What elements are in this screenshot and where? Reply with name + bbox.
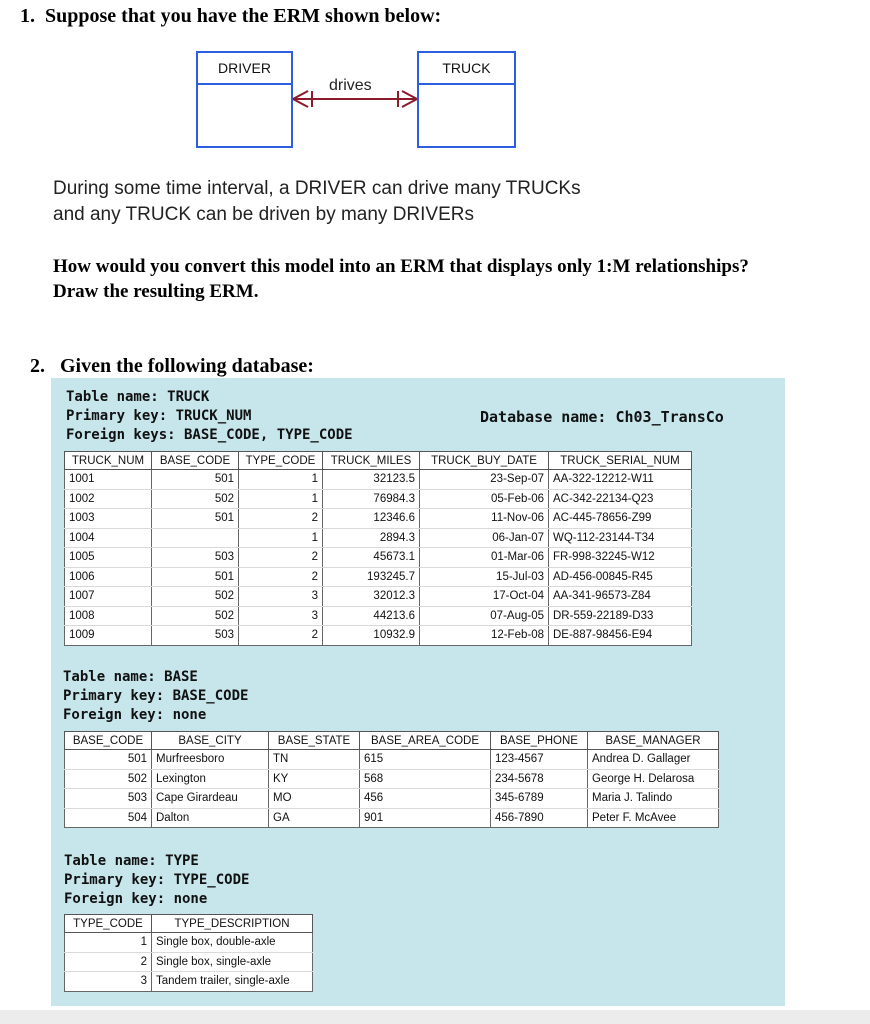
relationship-label: drives [329, 77, 372, 94]
truck-table-cell: 501 [152, 567, 239, 587]
base-table-cell: Murfreesboro [152, 750, 269, 770]
base-table-cell: 345-6789 [491, 789, 588, 809]
truck-table-cell: 2 [239, 567, 323, 587]
base-column-header: BASE_CITY [152, 732, 269, 750]
type-column-header: TYPE_DESCRIPTION [152, 915, 313, 933]
truck-table-cell: 3 [239, 587, 323, 607]
truck-column-header: TRUCK_SERIAL_NUM [549, 452, 692, 470]
truck-table-cell: 2 [239, 509, 323, 529]
entity-driver-label: DRIVER [198, 53, 291, 85]
truck-column-header: TRUCK_MILES [323, 452, 420, 470]
truck-table-cell: 501 [152, 470, 239, 490]
base-table-cell: MO [269, 789, 360, 809]
base-column-header: BASE_CODE [65, 732, 152, 750]
truck-table-cell: 05-Feb-06 [420, 489, 549, 509]
truck-table-cell: 12346.6 [323, 509, 420, 529]
entity-truck [417, 51, 516, 148]
truck-table-cell: 2 [239, 626, 323, 646]
truck-table [64, 451, 692, 646]
truck-table-cell: 502 [152, 606, 239, 626]
type-table-row [65, 952, 313, 972]
truck-table-row [65, 606, 692, 626]
type-table-cell: Single box, double-axle [152, 933, 313, 953]
truck-column-header: BASE_CODE [152, 452, 239, 470]
type-table-row [65, 933, 313, 953]
database-name: Database name: Ch03_TransCo [480, 408, 724, 426]
truck-table-cell: FR-998-32245-W12 [549, 548, 692, 568]
base-table-cell: GA [269, 808, 360, 828]
question-1-prompt [53, 254, 749, 304]
truck-table-cell: 10932.9 [323, 626, 420, 646]
truck-table-cell: 3 [239, 606, 323, 626]
truck-table-cell: 44213.6 [323, 606, 420, 626]
entity-truck-label: TRUCK [419, 53, 514, 85]
question-1-title: Suppose that you have the ERM shown below: [45, 5, 442, 27]
truck-table-cell: 01-Mar-06 [420, 548, 549, 568]
truck-table-cell: 193245.7 [323, 567, 420, 587]
base-table-cell: 615 [360, 750, 491, 770]
truck-table-cell: 1003 [65, 509, 152, 529]
crows-foot-truck-bottom [402, 99, 417, 107]
truck-table-cell: AD-456-00845-R45 [549, 567, 692, 587]
crows-foot-driver-top [293, 91, 308, 99]
truck-table-cell [152, 528, 239, 548]
base-table-cell: 504 [65, 808, 152, 828]
base-table-cell: Lexington [152, 769, 269, 789]
type-foreign-key: Foreign key: none [64, 891, 208, 907]
base-table-row [65, 750, 719, 770]
truck-table-cell: DE-887-98456-E94 [549, 626, 692, 646]
truck-column-header: TRUCK_BUY_DATE [420, 452, 549, 470]
truck-table-row [65, 489, 692, 509]
type-table-cell: Single box, single-axle [152, 952, 313, 972]
page-footer-bar [0, 1010, 870, 1024]
base-table-cell: George H. Delarosa [588, 769, 719, 789]
base-table-row [65, 769, 719, 789]
question-1-description [53, 176, 581, 228]
truck-table-cell: 502 [152, 587, 239, 607]
truck-table-cell: 1008 [65, 606, 152, 626]
truck-table-cell: 76984.3 [323, 489, 420, 509]
base-table-cell: Dalton [152, 808, 269, 828]
truck-table-cell: 503 [152, 626, 239, 646]
truck-table-cell: 2 [239, 548, 323, 568]
truck-table-cell: 1004 [65, 528, 152, 548]
crows-foot-driver-bottom [293, 99, 308, 107]
truck-table-cell: 2894.3 [323, 528, 420, 548]
base-table-name: Table name: BASE [63, 669, 198, 685]
truck-table-cell: AC-342-22134-Q23 [549, 489, 692, 509]
truck-table-cell: 06-Jan-07 [420, 528, 549, 548]
base-table-cell: 234-5678 [491, 769, 588, 789]
truck-table-cell: 1 [239, 489, 323, 509]
type-table-cell: 1 [65, 933, 152, 953]
base-table-cell: 123-4567 [491, 750, 588, 770]
base-table-cell: 901 [360, 808, 491, 828]
description-line-2: and any TRUCK can be driven by many DRIVERs [53, 204, 474, 225]
base-table-cell: TN [269, 750, 360, 770]
truck-table-cell: 1006 [65, 567, 152, 587]
truck-table-cell: 501 [152, 509, 239, 529]
type-table-cell: 2 [65, 952, 152, 972]
base-table-row [65, 789, 719, 809]
truck-table-cell: 1002 [65, 489, 152, 509]
truck-table-cell: 32123.5 [323, 470, 420, 490]
entity-driver [196, 51, 293, 148]
truck-table-cell: 23-Sep-07 [420, 470, 549, 490]
truck-table-cell: 1001 [65, 470, 152, 490]
truck-table-row [65, 470, 692, 490]
type-table [64, 914, 313, 992]
base-table-cell: 501 [65, 750, 152, 770]
type-meta [64, 852, 249, 909]
base-meta [63, 668, 248, 725]
truck-table-cell: 11-Nov-06 [420, 509, 549, 529]
base-column-header: BASE_PHONE [491, 732, 588, 750]
truck-meta [66, 388, 353, 445]
question-1-number: 1. [20, 5, 35, 27]
truck-column-header: TRUCK_NUM [65, 452, 152, 470]
truck-table-cell: 1 [239, 528, 323, 548]
type-table-row [65, 972, 313, 992]
truck-table-row [65, 567, 692, 587]
truck-table-cell: 17-Oct-04 [420, 587, 549, 607]
base-column-header: BASE_STATE [269, 732, 360, 750]
truck-table-cell: 32012.3 [323, 587, 420, 607]
base-primary-key: Primary key: BASE_CODE [63, 688, 249, 704]
truck-table-row [65, 587, 692, 607]
truck-table-cell: 503 [152, 548, 239, 568]
truck-foreign-keys: Foreign keys: BASE_CODE, TYPE_CODE [66, 427, 353, 443]
base-table-cell: Andrea D. Gallager [588, 750, 719, 770]
question-2-title: Given the following database: [60, 355, 314, 377]
base-foreign-key: Foreign key: none [63, 707, 207, 723]
question-2-heading [30, 354, 314, 378]
truck-table-cell: 1 [239, 470, 323, 490]
truck-table-cell: AA-341-96573-Z84 [549, 587, 692, 607]
question-2-number: 2. [30, 355, 45, 377]
truck-table-cell: AA-322-12212-W11 [549, 470, 692, 490]
base-table-cell: 503 [65, 789, 152, 809]
truck-table-row [65, 626, 692, 646]
type-primary-key: Primary key: TYPE_CODE [64, 872, 250, 888]
base-table-cell: 456-7890 [491, 808, 588, 828]
base-table-cell: 568 [360, 769, 491, 789]
truck-table-row [65, 548, 692, 568]
base-column-header: BASE_MANAGER [588, 732, 719, 750]
base-table-cell: Maria J. Talindo [588, 789, 719, 809]
base-table-row [65, 808, 719, 828]
truck-table-cell: 45673.1 [323, 548, 420, 568]
truck-table-cell: 1009 [65, 626, 152, 646]
truck-table-cell: 1005 [65, 548, 152, 568]
truck-table-cell: WQ-112-23144-T34 [549, 528, 692, 548]
base-table-cell: 456 [360, 789, 491, 809]
question-1-heading [20, 4, 441, 28]
truck-table-row [65, 528, 692, 548]
prompt-line-2: Draw the resulting ERM. [53, 281, 259, 302]
truck-primary-key: Primary key: TRUCK_NUM [66, 408, 252, 424]
type-table-cell: Tandem trailer, single-axle [152, 972, 313, 992]
truck-table-cell: 07-Aug-05 [420, 606, 549, 626]
base-table-cell: Cape Girardeau [152, 789, 269, 809]
crows-foot-truck-top [402, 91, 417, 99]
truck-table-cell: 502 [152, 489, 239, 509]
prompt-line-1: How would you convert this model into an ERM that displays only 1:M relationships? [53, 256, 749, 277]
truck-table-cell: 12-Feb-08 [420, 626, 549, 646]
base-table-cell: KY [269, 769, 360, 789]
base-table-cell: Peter F. McAvee [588, 808, 719, 828]
description-line-1: During some time interval, a DRIVER can drive many TRUCKs [53, 178, 581, 199]
truck-table-row [65, 509, 692, 529]
type-column-header: TYPE_CODE [65, 915, 152, 933]
base-table-cell: 502 [65, 769, 152, 789]
type-table-cell: 3 [65, 972, 152, 992]
base-table [64, 731, 719, 828]
truck-table-name: Table name: TRUCK [66, 389, 210, 405]
truck-table-cell: AC-445-78656-Z99 [549, 509, 692, 529]
type-table-name: Table name: TYPE [64, 853, 199, 869]
truck-table-cell: 1007 [65, 587, 152, 607]
truck-column-header: TYPE_CODE [239, 452, 323, 470]
truck-table-cell: 15-Jul-03 [420, 567, 549, 587]
truck-table-cell: DR-559-22189-D33 [549, 606, 692, 626]
base-column-header: BASE_AREA_CODE [360, 732, 491, 750]
